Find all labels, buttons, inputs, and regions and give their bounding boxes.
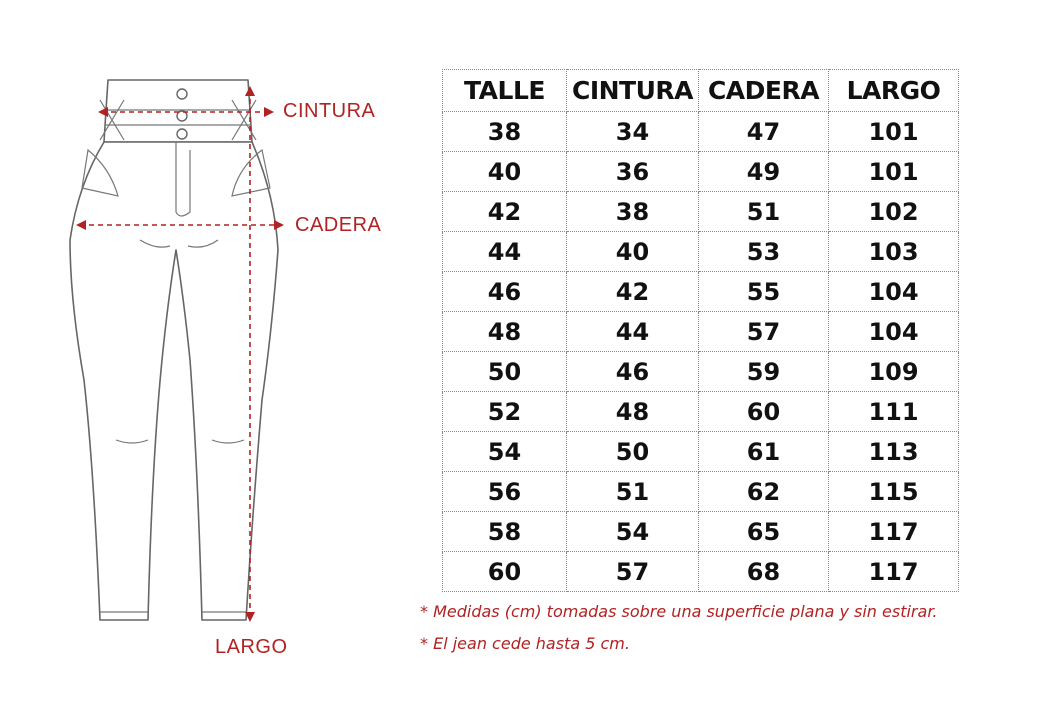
table-cell: 113 xyxy=(829,432,959,472)
table-row xyxy=(443,432,959,472)
table-cell: 65 xyxy=(699,512,829,552)
header-cadera: CADERA xyxy=(699,70,829,112)
table-cell: 51 xyxy=(699,192,829,232)
table-cell: 62 xyxy=(699,472,829,512)
table-cell: 48 xyxy=(567,392,699,432)
table-cell: 60 xyxy=(443,552,567,592)
table-cell: 42 xyxy=(443,192,567,232)
table-cell: 54 xyxy=(443,432,567,472)
table-cell: 58 xyxy=(443,512,567,552)
table-row xyxy=(443,472,959,512)
table-row xyxy=(443,272,959,312)
table-cell: 57 xyxy=(567,552,699,592)
table-cell: 51 xyxy=(567,472,699,512)
table-row xyxy=(443,192,959,232)
button-top xyxy=(177,89,187,99)
table-cell: 61 xyxy=(699,432,829,472)
table-row xyxy=(443,552,959,592)
table-cell: 46 xyxy=(443,272,567,312)
table-row xyxy=(443,152,959,192)
table-cell: 38 xyxy=(567,192,699,232)
table-cell: 38 xyxy=(443,112,567,152)
header-talle: TALLE xyxy=(443,70,567,112)
table-cell: 52 xyxy=(443,392,567,432)
table-cell: 54 xyxy=(567,512,699,552)
table-cell: 34 xyxy=(567,112,699,152)
table-cell: 40 xyxy=(443,152,567,192)
table-cell: 117 xyxy=(829,512,959,552)
table-row xyxy=(443,232,959,272)
table-cell: 47 xyxy=(699,112,829,152)
table-cell: 109 xyxy=(829,352,959,392)
table-cell: 50 xyxy=(443,352,567,392)
table-header-row xyxy=(443,70,959,112)
table-cell: 50 xyxy=(567,432,699,472)
cadera-measure-label: CADERA xyxy=(295,214,382,236)
table-cell: 42 xyxy=(567,272,699,312)
table-cell: 102 xyxy=(829,192,959,232)
note-stretch: * El jean cede hasta 5 cm. xyxy=(420,634,630,653)
table-cell: 103 xyxy=(829,232,959,272)
jeans-body xyxy=(70,142,278,620)
button-bottom xyxy=(177,129,187,139)
largo-measure-label: LARGO xyxy=(215,636,288,658)
table-row xyxy=(443,512,959,552)
table-cell: 117 xyxy=(829,552,959,592)
table-cell: 44 xyxy=(443,232,567,272)
table-cell: 104 xyxy=(829,312,959,352)
header-cintura: CINTURA xyxy=(567,70,699,112)
cintura-measure-label: CINTURA xyxy=(283,100,376,122)
table-cell: 111 xyxy=(829,392,959,432)
header-largo: LARGO xyxy=(829,70,959,112)
table-body xyxy=(443,112,959,592)
table-row xyxy=(443,392,959,432)
table-cell: 101 xyxy=(829,152,959,192)
table-cell: 49 xyxy=(699,152,829,192)
note-measurements: * Medidas (cm) tomadas sobre una superficie plana y sin estirar. xyxy=(420,602,938,621)
table-cell: 48 xyxy=(443,312,567,352)
table-cell: 68 xyxy=(699,552,829,592)
table-cell: 60 xyxy=(699,392,829,432)
table-cell: 53 xyxy=(699,232,829,272)
table-row xyxy=(443,312,959,352)
table-cell: 104 xyxy=(829,272,959,312)
table-cell: 57 xyxy=(699,312,829,352)
table-row xyxy=(443,352,959,392)
table-cell: 36 xyxy=(567,152,699,192)
table-cell: 40 xyxy=(567,232,699,272)
table-cell: 56 xyxy=(443,472,567,512)
table-cell: 101 xyxy=(829,112,959,152)
table-cell: 46 xyxy=(567,352,699,392)
size-chart-table xyxy=(442,69,959,592)
table-cell: 55 xyxy=(699,272,829,312)
table-row xyxy=(443,112,959,152)
table-cell: 59 xyxy=(699,352,829,392)
table-cell: 44 xyxy=(567,312,699,352)
table-cell: 115 xyxy=(829,472,959,512)
